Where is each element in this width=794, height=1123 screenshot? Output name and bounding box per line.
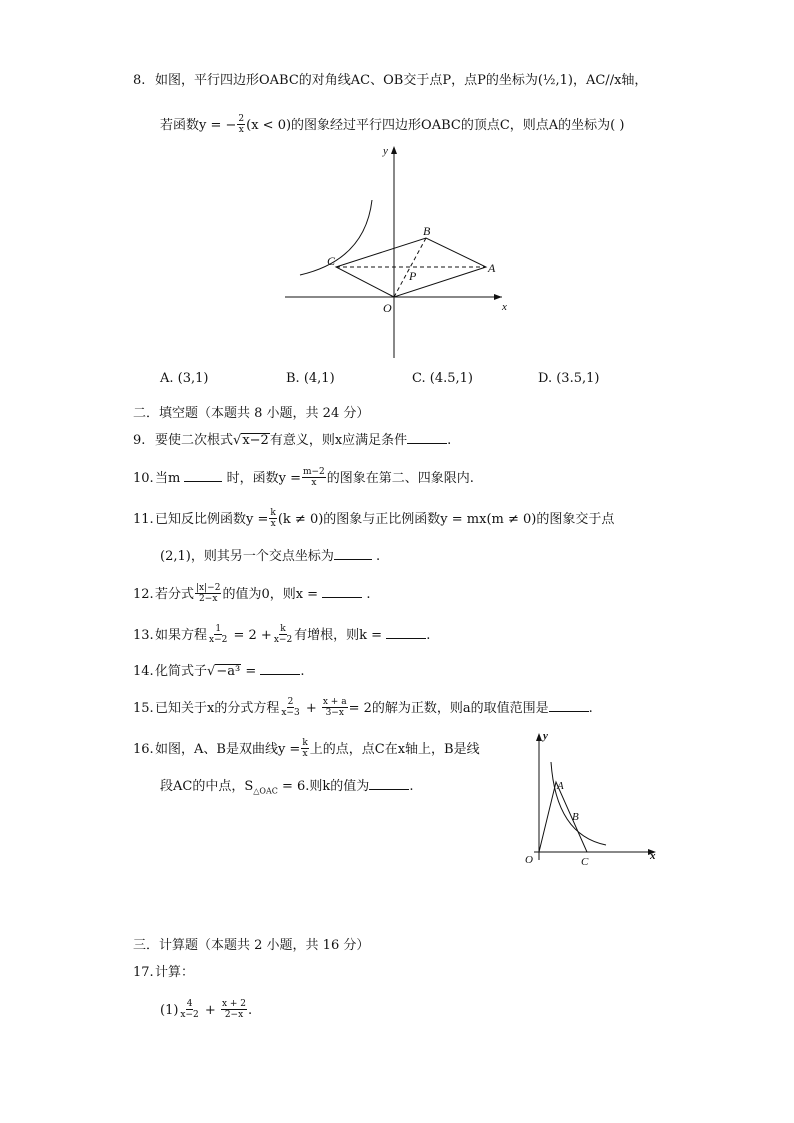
- q8-label-x: x: [502, 301, 507, 313]
- q16-text-pre: 如图，A、B是双曲线y =: [155, 742, 301, 757]
- q17-text-mid: +: [204, 1003, 216, 1018]
- q15-frac1-den: x−3: [281, 708, 300, 718]
- q8-text-line1: 如图，平行四边形OABC的对角线AC、OB交于点P，点P的坐标为(½,1)，AC//x轴，: [155, 73, 648, 88]
- q13-end: .: [426, 628, 431, 643]
- q16-line1: [133, 739, 480, 760]
- q15-text-pre: 已知关于x的分式方程: [155, 701, 280, 716]
- q15-fraction-2: [322, 697, 348, 718]
- q8-text-pre: 若函数y = −: [160, 118, 237, 133]
- q14-text-post: =: [245, 664, 257, 679]
- q10-number: 10.: [133, 471, 154, 486]
- q15-frac2-num: x + a: [322, 697, 347, 707]
- q8-line2: [160, 115, 624, 136]
- q8-label-b: B: [423, 224, 431, 238]
- q8-option-b: B. (4,1): [286, 371, 335, 386]
- q17: [133, 964, 194, 982]
- q11-text-post: (k ≠ 0)的图象与正比例函数y = mx(m ≠ 0)的图象交于点: [277, 512, 615, 527]
- q13-fraction-2: [273, 624, 293, 645]
- q10-text-pre: 当m: [155, 471, 181, 486]
- q12-answer-blank[interactable]: [322, 585, 362, 598]
- q16-frac-num: k: [302, 738, 308, 748]
- q17-fraction-1: [179, 999, 199, 1020]
- q15: [133, 698, 593, 719]
- q17-frac2-num: x + 2: [221, 999, 247, 1009]
- q15-frac2-den: 3−x: [325, 708, 344, 718]
- section-2-heading: 二．填空题（本题共 8 小题，共 24 分）: [133, 406, 370, 421]
- q16-line2: [160, 777, 413, 801]
- q16-label-y: y: [543, 730, 548, 742]
- q10-fraction: [302, 467, 326, 488]
- q11-frac-num: k: [270, 508, 276, 518]
- q15-text-post: = 2的解为正数，则a的取值范围是: [348, 701, 549, 716]
- q10-frac-num: m−2: [302, 467, 325, 477]
- q16-label-x: x: [650, 850, 656, 862]
- q12-text-post: 的值为0，则x =: [222, 587, 319, 602]
- q8-label-p: P: [409, 269, 417, 283]
- q15-frac1-num: 2: [287, 697, 294, 707]
- q12: [133, 584, 371, 605]
- q8-text-post: (x < 0)的图象经过平行四边形OABC的顶点C，则点A的坐标为( ): [246, 118, 625, 133]
- q16-text-post: 上的点，点C在x轴上，B是线: [309, 742, 480, 757]
- q13-number: 13.: [133, 628, 154, 643]
- q11-number: 11.: [133, 512, 154, 527]
- q9-end: .: [447, 433, 452, 448]
- q16-figure: [520, 725, 665, 875]
- q12-text-pre: 若分式: [155, 587, 195, 602]
- q14: 14.化简式子√−a³ = .: [133, 664, 305, 679]
- q8-frac-den: x: [238, 125, 244, 135]
- q14-answer-blank[interactable]: [260, 662, 300, 675]
- q13-frac2-num: k: [280, 624, 286, 634]
- q9-text-post: 有意义，则x应满足条件: [269, 433, 408, 448]
- q13-fraction-1: [208, 624, 228, 645]
- q8-option-d: D. (3.5,1): [538, 371, 600, 386]
- q8-label-c: C: [327, 254, 336, 268]
- q8-fraction: [237, 114, 245, 135]
- q15-answer-blank[interactable]: [549, 699, 589, 712]
- q12-fraction: [195, 583, 221, 604]
- q17-part1: [160, 1000, 252, 1021]
- q8-frac-num: 2: [238, 114, 245, 124]
- q16-label-c: C: [581, 856, 589, 868]
- q8-label-o: O: [383, 301, 392, 315]
- q13-answer-blank[interactable]: [386, 626, 426, 639]
- q16-frac-den: x: [302, 749, 308, 759]
- q12-number: 12.: [133, 587, 154, 602]
- q12-frac-den: 2−x: [199, 594, 218, 604]
- q13-frac2-den: x−2: [273, 635, 293, 645]
- q8-y-arrow: [391, 146, 397, 154]
- section-3-heading: 三．计算题（本题共 2 小题，共 16 分）: [133, 938, 370, 953]
- q10-frac-den: x: [311, 478, 317, 488]
- q11-fraction: [269, 508, 276, 529]
- q14-radicand: −a³: [216, 664, 241, 679]
- q15-fraction-1: [280, 697, 300, 718]
- q9-text-pre: 要使二次根式: [155, 433, 234, 448]
- q11-line1: [133, 509, 614, 530]
- q17-fraction-2: [221, 999, 247, 1020]
- q9-radicand: x−2: [242, 433, 269, 448]
- q16-label-a: A: [557, 780, 564, 792]
- q11-text-pre: 已知反比例函数y =: [155, 512, 269, 527]
- q16-answer-blank[interactable]: [369, 777, 409, 790]
- q8-figure: [280, 140, 520, 362]
- q17-end: .: [248, 1003, 253, 1018]
- q13-text-pre: 如果方程: [155, 628, 208, 643]
- q17-text: 计算：: [155, 965, 195, 980]
- q11-line2: [160, 547, 380, 566]
- q8-label-a: A: [488, 261, 496, 275]
- q9-number: 9.: [133, 433, 146, 448]
- q15-text-mid: +: [305, 701, 317, 716]
- q8-number: 8.: [133, 73, 146, 88]
- q11-end: .: [375, 549, 381, 564]
- q8-option-a: A. (3,1): [160, 371, 209, 386]
- q13-frac1-num: 1: [215, 624, 222, 634]
- q16-subscript: △OAC: [253, 786, 278, 796]
- q17-part1-label: (1): [160, 1003, 179, 1018]
- q17-frac1-num: 4: [186, 999, 193, 1009]
- q10-answer-blank[interactable]: [184, 469, 222, 482]
- q16-end: .: [409, 779, 414, 794]
- q16-text-line2-post: = 6.则k的值为: [282, 779, 370, 794]
- q8-label-y: y: [383, 145, 388, 157]
- q9-answer-blank[interactable]: [407, 431, 447, 444]
- q11-frac-den: x: [270, 519, 276, 529]
- q15-end: .: [588, 701, 593, 716]
- q8-x-arrow: [494, 294, 502, 300]
- q13: [133, 625, 430, 646]
- q16-label-o: O: [525, 854, 533, 866]
- q11-text-line2: (2,1)，则其另一个交点坐标为: [160, 549, 334, 564]
- q14-text-pre: 化简式子: [155, 664, 208, 679]
- q16-y-arrow: [536, 733, 542, 741]
- q16-text-line2: 段AC的中点，S: [160, 779, 254, 794]
- q14-number: 14.: [133, 664, 154, 679]
- q8-option-c: C. (4.5,1): [412, 371, 473, 386]
- q16-label-b: B: [572, 811, 579, 823]
- q17-number: 17.: [133, 965, 154, 980]
- q13-text-mid: = 2 +: [233, 628, 272, 643]
- q11-answer-blank[interactable]: [334, 547, 372, 560]
- q14-end: .: [300, 664, 305, 679]
- q10-text-post: 的图象在第二、四象限内.: [326, 471, 474, 486]
- q10-text-mid: 时，函数y =: [226, 471, 301, 486]
- q17-frac1-den: x−2: [180, 1010, 199, 1020]
- q12-frac-num: |x|−2: [196, 583, 221, 593]
- q16-number: 16.: [133, 742, 154, 757]
- q16-triangle-oac: [539, 782, 587, 852]
- q15-number: 15.: [133, 701, 154, 716]
- q10: [133, 468, 474, 489]
- q8-hyperbola: [300, 200, 372, 275]
- q8-line1: [133, 72, 647, 90]
- q13-text-post: 有增根，则k =: [294, 628, 383, 643]
- q12-end: .: [366, 587, 371, 602]
- q16-fraction: [301, 738, 308, 759]
- q9: 9. 要使二次根式√x−2有意义，则x应满足条件 .: [133, 433, 452, 448]
- q17-frac2-den: 2−x: [224, 1010, 244, 1020]
- q13-frac1-den: x−2: [209, 635, 228, 645]
